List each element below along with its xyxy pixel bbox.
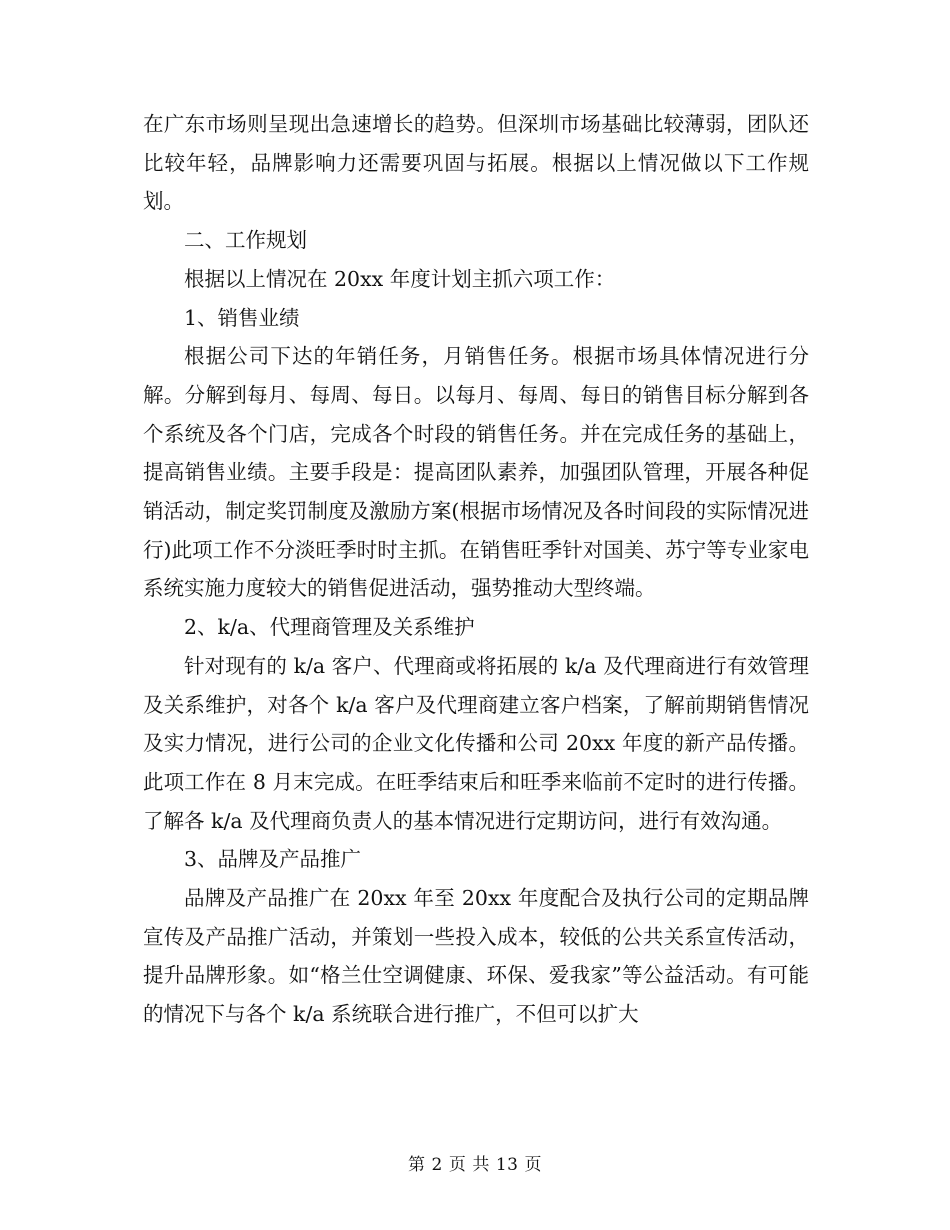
paragraph-brand-promotion: 品牌及产品推广在 20xx 年至 20xx 年度配合及执行公司的定期品牌宣传及产品推广活动，并策划一些投入成本，较低的公共关系宣传活动，提升品牌形象。如“格兰仕空调健康、环保、爱我家”等公益活动。有可能的情况下与各个 k/a 系统联合进行推广，不但可以扩大 [143, 886, 809, 1027]
subheading-brand-promotion: 3、品牌及产品推广 [184, 847, 362, 872]
page-footer [0, 1153, 950, 1177]
paragraph-ka-agent-management: 针对现有的 k/a 客户、代理商或将拓展的 k/a 及代理商进行有效管理及关系维护，对各个 k/a 客户及代理商建立客户档案，了解前期销售情况及实力情况，进行公司的企业文化传播和公司 20xx 年度的新产品传播。此项工作在 8 月末完成。在旺季结束后和旺季来临前不定时的进行传播。了解各 k/a 及代理商负责人的基本情况进行定期访问，进行有效沟通。 [143, 653, 809, 833]
footer-total-pages: 13 [495, 1155, 519, 1175]
footer-prefix: 第 [408, 1155, 426, 1175]
footer-current-page: 2 [431, 1155, 443, 1175]
footer-page-label: 页 [448, 1155, 467, 1175]
footer-total-label: 共 [472, 1155, 490, 1175]
paragraph-sales-performance: 根据公司下达的年销任务，月销售任务。根据市场具体情况进行分解。分解到每月、每周、每日。以每月、每周、每日的销售目标分解到各个系统及各个门店，完成各个时段的销售任务。并在完成任务的基础上，提高销售业绩。主要手段是：提高团队素养，加强团队管理，开展各种促销活动，制定奖罚制度及激励方案(根据市场情况及各时间段的实际情况进行)此项工作不分淡旺季时时主抓。在销售旺季针对国美、苏宁等专业家电系统实施力度较大的销售促进活动，强势推动大型终端。 [143, 344, 809, 601]
section-heading-work-plan: 二、工作规划 [184, 228, 307, 253]
subheading-sales-performance: 1、销售业绩 [184, 305, 300, 330]
footer-suffix: 页 [524, 1155, 542, 1175]
paragraph-plan-summary: 根据以上情况在 20xx 年度计划主抓六项工作： [184, 266, 616, 291]
subheading-ka-agent-management: 2、k/a、代理商管理及关系维护 [184, 615, 475, 640]
document-body [143, 105, 809, 1034]
paragraph-intro: 在广东市场则呈现出急速增长的趋势。但深圳市场基础比较薄弱，团队还比较年轻，品牌影响力还需要巩固与拓展。根据以上情况做以下工作规划。 [143, 112, 809, 214]
